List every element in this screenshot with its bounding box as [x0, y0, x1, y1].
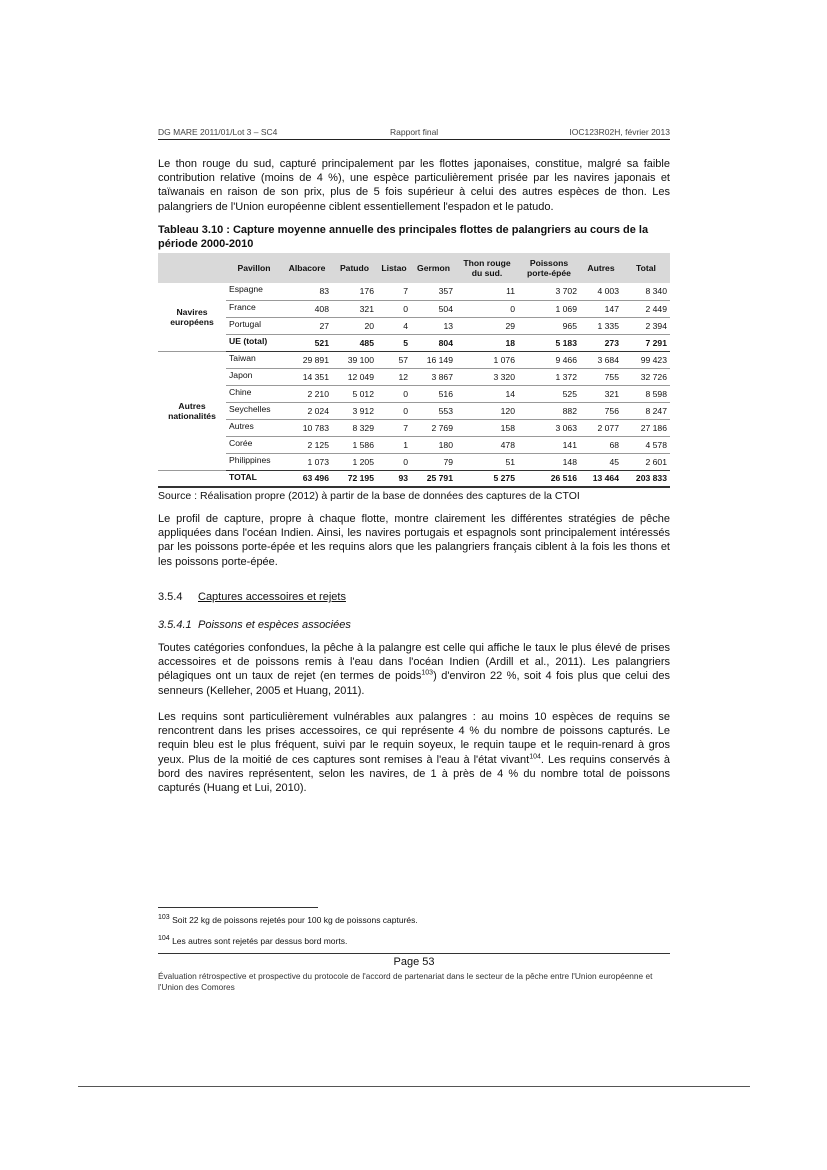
value-cell: 2 769 [411, 419, 456, 436]
value-cell: 7 [377, 283, 411, 300]
header-cell: Poissons porte-épée [518, 253, 580, 283]
value-cell: 804 [411, 334, 456, 351]
value-cell: 8 329 [332, 419, 377, 436]
group-empty [158, 470, 226, 487]
value-cell: 99 423 [622, 351, 670, 368]
bottom-rule [78, 1086, 750, 1087]
value-cell: 18 [456, 334, 518, 351]
paragraph-text: . Les requins conservés à bord des navires représentent, selon les navires, de 1 à près de 4 % du nombre total de poissons capturés (Huang et Lui, 2010). [158, 753, 670, 795]
table-row [158, 368, 670, 385]
value-cell: 4 [377, 317, 411, 334]
country-cell: Autres [226, 419, 282, 436]
value-cell: 965 [518, 317, 580, 334]
header-cell: Germon [411, 253, 456, 283]
country-cell: Corée [226, 436, 282, 453]
catch-table [158, 253, 670, 488]
table-row [158, 283, 670, 300]
country-cell: Espagne [226, 283, 282, 300]
country-cell: TOTAL [226, 470, 282, 487]
footnote [158, 936, 347, 946]
paragraph-profile: Le profil de capture, propre à chaque flotte, montre clairement les différentes stratégies de pêche appliquées dans l'océan Indien. Ainsi, les navires portugais et espagnols sont principalement intéressés par les poissons porte-épée et les requins alors que les palangriers français ciblent à la fois les thons et les poissons porte-épée. [158, 513, 670, 568]
country-cell: Seychelles [226, 402, 282, 419]
table-row [158, 334, 670, 351]
value-cell: 20 [332, 317, 377, 334]
footnote-separator [158, 907, 318, 908]
value-cell: 57 [377, 351, 411, 368]
paragraph-bycatch [158, 641, 670, 698]
value-cell: 32 726 [622, 368, 670, 385]
value-cell: 11 [456, 283, 518, 300]
value-cell: 408 [282, 300, 332, 317]
value-cell: 2 077 [580, 419, 622, 436]
value-cell: 1 073 [282, 453, 332, 470]
value-cell: 3 320 [456, 368, 518, 385]
value-cell: 39 100 [332, 351, 377, 368]
value-cell: 3 684 [580, 351, 622, 368]
subsection-heading [158, 619, 351, 631]
country-cell: Japon [226, 368, 282, 385]
country-cell: Philippines [226, 453, 282, 470]
header-cell: Pavillon [226, 253, 282, 283]
value-cell: 8 340 [622, 283, 670, 300]
section-heading [158, 591, 346, 603]
value-cell: 10 783 [282, 419, 332, 436]
value-cell: 148 [518, 453, 580, 470]
value-cell: 141 [518, 436, 580, 453]
value-cell: 882 [518, 402, 580, 419]
value-cell: 321 [332, 300, 377, 317]
value-cell: 25 791 [411, 470, 456, 487]
value-cell: 93 [377, 470, 411, 487]
value-cell: 176 [332, 283, 377, 300]
paragraph-text: Les requins sont particulièrement vulnérables aux palangres : au moins 10 espèces de requins se rencontrent dans les prises accessoires, ce qui représente 4 % du nombre de poissons capturés. Le requin bleu est le plus fréquent, suivi par le requin soyeux, le requin taupe et le requin-renard à gros yeux. Plus de la moitié de ces captures sont remises à l'eau à l'état vivant [158, 711, 670, 766]
table-body [158, 283, 670, 487]
table-row [158, 300, 670, 317]
footnote-text: Soit 22 kg de poissons rejetés pour 100 kg de poissons capturés. [172, 915, 418, 925]
footnote-text: Les autres sont rejetés par dessus bord morts. [172, 936, 348, 946]
paragraph-text: Toutes catégories confondues, la pêche à la palangre est celle qui affiche le taux le plus élevé de prises accessoires et de poissons remis à l'eau dans l'océan Indien (Ardill et al., 2011). Les palangriers pélagiques ont un taux de rejet (en termes de poids [158, 642, 670, 683]
country-cell: UE (total) [226, 334, 282, 351]
table-row [158, 436, 670, 453]
country-cell: France [226, 300, 282, 317]
table-row [158, 419, 670, 436]
value-cell: 1 335 [580, 317, 622, 334]
value-cell: 158 [456, 419, 518, 436]
value-cell: 0 [377, 385, 411, 402]
value-cell: 4 003 [580, 283, 622, 300]
value-cell: 180 [411, 436, 456, 453]
value-cell: 63 496 [282, 470, 332, 487]
value-cell: 9 466 [518, 351, 580, 368]
value-cell: 1 [377, 436, 411, 453]
value-cell: 3 063 [518, 419, 580, 436]
value-cell: 29 891 [282, 351, 332, 368]
value-cell: 5 [377, 334, 411, 351]
footnote-ref[interactable]: 104 [529, 752, 541, 760]
value-cell: 2 210 [282, 385, 332, 402]
footnote-ref[interactable]: 103 [421, 669, 434, 677]
value-cell: 27 186 [622, 419, 670, 436]
value-cell: 0 [377, 453, 411, 470]
group-label: Autres nationalités [158, 351, 226, 470]
header-cell: Autres [580, 253, 622, 283]
paragraph-text: ) d'environ 22 %, soit 4 fois plus que celui des senneurs (Kelleher, 2005 et Huang, 2011). [158, 670, 670, 697]
value-cell: 321 [580, 385, 622, 402]
group-label: Navires européens [158, 283, 226, 351]
table-total-row [158, 470, 670, 487]
value-cell: 756 [580, 402, 622, 419]
value-cell: 525 [518, 385, 580, 402]
header-cell: Thon rouge du sud. [456, 253, 518, 283]
paragraph-sharks [158, 710, 670, 795]
value-cell: 2 449 [622, 300, 670, 317]
table-source: Source : Réalisation propre (2012) à partir de la base de données des captures de la CTOI [158, 490, 580, 502]
header-cell: Total [622, 253, 670, 283]
footnote-number: 103 [158, 914, 170, 922]
value-cell: 3 912 [332, 402, 377, 419]
value-cell: 3 867 [411, 368, 456, 385]
value-cell: 4 578 [622, 436, 670, 453]
value-cell: 2 394 [622, 317, 670, 334]
header-cell: Listao [377, 253, 411, 283]
page-header [158, 127, 670, 140]
value-cell: 1 076 [456, 351, 518, 368]
value-cell: 16 149 [411, 351, 456, 368]
value-cell: 147 [580, 300, 622, 317]
value-cell: 79 [411, 453, 456, 470]
value-cell: 485 [332, 334, 377, 351]
value-cell: 14 351 [282, 368, 332, 385]
value-cell: 5 275 [456, 470, 518, 487]
value-cell: 27 [282, 317, 332, 334]
value-cell: 5 012 [332, 385, 377, 402]
value-cell: 8 598 [622, 385, 670, 402]
value-cell: 357 [411, 283, 456, 300]
value-cell: 26 516 [518, 470, 580, 487]
table-row [158, 317, 670, 334]
header-center: Rapport final [390, 127, 439, 137]
value-cell: 68 [580, 436, 622, 453]
value-cell: 51 [456, 453, 518, 470]
subsection-title: Poissons et espèces associées [198, 619, 351, 631]
value-cell: 203 833 [622, 470, 670, 487]
header-empty [158, 253, 226, 283]
value-cell: 755 [580, 368, 622, 385]
header-cell: Albacore [282, 253, 332, 283]
footer-separator [158, 953, 670, 954]
paragraph-intro: Le thon rouge du sud, capturé principalement par les flottes japonaises, constitue, malgré sa faible contribution relative (moins de 4 %), une espèce particulièrement prisée par les navires japonais et taïwanais en raison de son prix, plus de 5 fois supérieur à celui des autres espèces de thon. Les palangriers de l'Union européenne ciblent essentiellement l'espadon et le patudo. [158, 158, 670, 213]
value-cell: 3 702 [518, 283, 580, 300]
page-number: Page 53 [393, 956, 435, 968]
value-cell: 521 [282, 334, 332, 351]
table-row [158, 351, 670, 368]
value-cell: 2 125 [282, 436, 332, 453]
value-cell: 0 [377, 300, 411, 317]
country-cell: Taiwan [226, 351, 282, 368]
value-cell: 72 195 [332, 470, 377, 487]
value-cell: 1 069 [518, 300, 580, 317]
section-title: Captures accessoires et rejets [198, 591, 346, 603]
table-caption: Tableau 3.10 : Capture moyenne annuelle des principales flottes de palangriers au cours de la période 2000-2010 [158, 224, 649, 250]
value-cell: 1 372 [518, 368, 580, 385]
value-cell: 29 [456, 317, 518, 334]
value-cell: 273 [580, 334, 622, 351]
section-number: 3.5.4 [158, 591, 183, 603]
table-row [158, 402, 670, 419]
value-cell: 120 [456, 402, 518, 419]
value-cell: 13 464 [580, 470, 622, 487]
value-cell: 45 [580, 453, 622, 470]
header-right: IOC123R02H, février 2013 [569, 127, 670, 137]
footer-text: Évaluation rétrospective et prospective du protocole de l'accord de partenariat dans le secteur de la pêche entre l'Union européenne et l'Union des Comores [158, 971, 653, 992]
value-cell: 478 [456, 436, 518, 453]
value-cell: 504 [411, 300, 456, 317]
header-cell: Patudo [332, 253, 377, 283]
value-cell: 553 [411, 402, 456, 419]
value-cell: 1 586 [332, 436, 377, 453]
subsection-number: 3.5.4.1 [158, 619, 192, 631]
value-cell: 12 049 [332, 368, 377, 385]
value-cell: 2 024 [282, 402, 332, 419]
value-cell: 1 205 [332, 453, 377, 470]
value-cell: 83 [282, 283, 332, 300]
value-cell: 7 [377, 419, 411, 436]
country-cell: Portugal [226, 317, 282, 334]
value-cell: 516 [411, 385, 456, 402]
footnote [158, 915, 418, 925]
country-cell: Chine [226, 385, 282, 402]
value-cell: 5 183 [518, 334, 580, 351]
value-cell: 0 [377, 402, 411, 419]
value-cell: 7 291 [622, 334, 670, 351]
value-cell: 14 [456, 385, 518, 402]
table-row [158, 453, 670, 470]
value-cell: 8 247 [622, 402, 670, 419]
table-row [158, 385, 670, 402]
value-cell: 0 [456, 300, 518, 317]
table-header-row [158, 253, 670, 283]
value-cell: 13 [411, 317, 456, 334]
value-cell: 12 [377, 368, 411, 385]
footnote-number: 104 [158, 935, 170, 943]
header-left: DG MARE 2011/01/Lot 3 – SC4 [158, 127, 278, 137]
value-cell: 2 601 [622, 453, 670, 470]
